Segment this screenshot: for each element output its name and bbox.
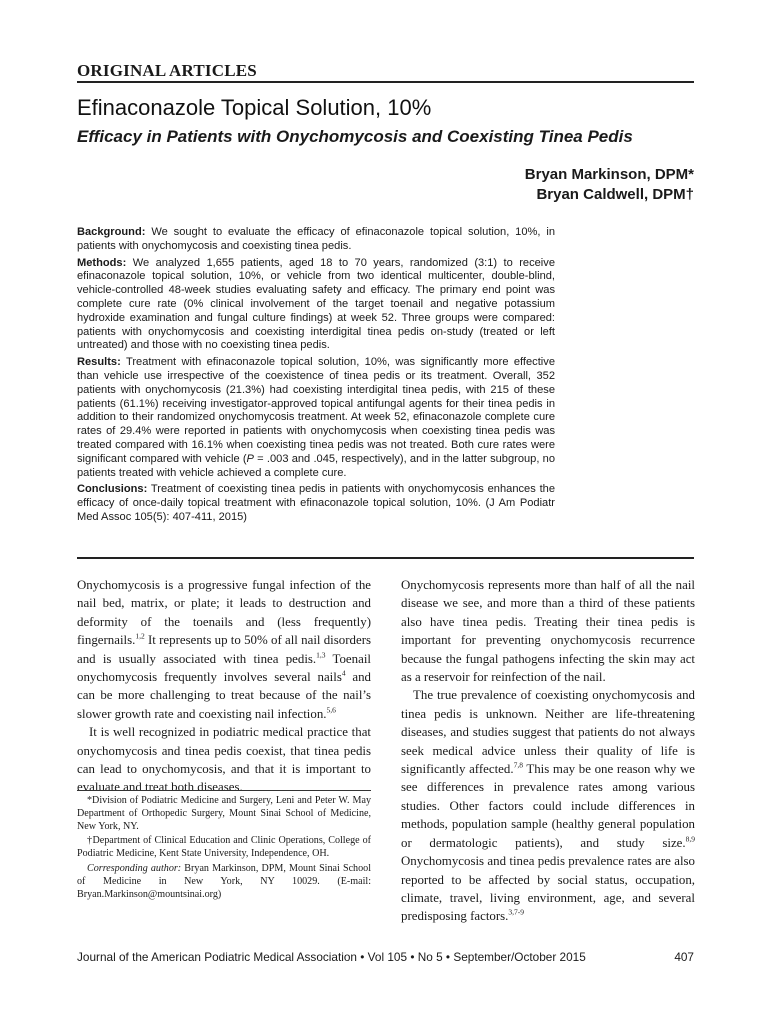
author-1: Bryan Markinson, DPM* (524, 166, 694, 183)
body-paragraph (77, 576, 371, 723)
section-label: ORIGINAL ARTICLES (77, 61, 257, 80)
footnote-corresponding (77, 863, 371, 901)
text-run: It represents up to 50% of all nail disorders and is usually associated with tinea pedis. (77, 633, 371, 666)
text-run: The true prevalence of coexisting onychomycosis and tinea pedis is unknown. Neither are life-threatening diseases, and studies suggest that patients do not always seek medical advice unless their quality of life is significantly affected. (401, 688, 695, 777)
methods-label: Methods: (77, 256, 127, 269)
text-run: Onychomycosis is a progressive fungal infection of the nail bed, matrix, or plate; it leads to destruction and deformity of the toenails and (less frequently) fingernails. (77, 578, 371, 648)
text-run: Toenail onychomycosis frequently involves several nails (77, 651, 371, 685)
body-paragraph: Onychomycosis represents more than half of all the nail disease we see, and more than a third of these patients also have tinea pedis. Treating their tinea pedis is important for preventing onychomycosis recurrence because the fungal pathogens infecting the skin may act as a reservoir for reinfection of the nail. (401, 578, 695, 685)
journal-citation: Journal of the American Podiatric Medical Association • Vol 105 • No 5 • September/October 2015 (77, 950, 586, 964)
footnote-rule (77, 790, 371, 791)
background-text: We sought to evaluate the efficacy of efinaconazole topical solution, 10%, in patients with onychomycosis and coexisting tinea pedis. (77, 226, 555, 252)
corresponding-label: Corresponding author: (87, 862, 182, 874)
citation: 7,8 (513, 760, 523, 770)
article-title: Efinaconazole Topical Solution, 10% (77, 95, 432, 120)
citation: 3,7-9 (508, 908, 525, 918)
background-label: Background: (77, 226, 146, 238)
conclusions-text: Treatment of coexisting tinea pedis in patients with onychomycosis enhances the efficacy of once-daily topical treatment with efinaconazole topical solution, 10%. (J Am Podiatr Med Assoc 105(5): 407-411, 2015) (77, 483, 555, 523)
abstract (77, 226, 555, 528)
header-rule (77, 81, 694, 83)
methods-text: We analyzed 1,655 patients, aged 18 to 70 years, randomized (3:1) to receive efinaconazole topical solution, 10%, or vehicle from two identical multicenter, double-blind, vehicle-controlled 48-week studies evaluating safety and efficacy. The primary end point was complete cure rate (0% clinical involvement of the target toenail and negative potassium hydroxide examination and fungal culture findings) at week 52. Three groups were compared: patients with onychomycosis and coexisting interdigital tinea pedis on-study (treated or left untreated) and those with no coexisting tinea pedis. (77, 256, 555, 352)
results-p-symbol: P (246, 452, 254, 465)
abstract-background (77, 226, 555, 254)
footnote-affiliation-2: †Department of Clinical Education and Clinic Operations, College of Podiatric Medicine, Kent State University, Independence, OH. (77, 835, 371, 860)
article-subtitle: Efficacy in Patients with Onychomycosis and Coexisting Tinea Pedis (77, 127, 633, 146)
abstract-conclusions (77, 483, 555, 524)
abstract-methods (77, 257, 555, 354)
citation: 1,2 (135, 631, 145, 641)
page-footer (77, 950, 694, 964)
body-column-right (401, 576, 695, 926)
footnotes (77, 795, 371, 903)
text-run: This may be one reason why we see differences in prevalence rates among various studies. Other factors could include differences in methods, population sample (healthy general population or dermatologic patients), and study size. (401, 762, 695, 850)
text-run: and can be more challenging to treat because of the nail’s slower growth rate and coexisting nail infection. (77, 670, 371, 721)
corresponding-text: Bryan Markinson, DPM, Mount Sinai School of Medicine in New York, NY 10029. (E-mail: Bryan.Markinson@mountsinai.org) (77, 862, 371, 900)
page-number: 407 (674, 950, 694, 964)
results-label: Results: (77, 356, 121, 369)
author-2: Bryan Caldwell, DPM† (536, 186, 694, 203)
citation: 4 (341, 668, 346, 678)
results-text-2: = .003 and .045, respectively), and in the latter subgroup, no patients treated with vehicle achieved a complete cure. (77, 452, 555, 479)
abstract-rule (77, 557, 694, 559)
author-list (525, 165, 694, 205)
results-text-1: Treatment with efinaconazole topical solution, 10%, was significantly more effective than vehicle use irrespective of the coexistence of tinea pedis or its treatment. Overall, 352 patients with onychomycosis (21.3%) had coexisting interdigital tinea pedis, with 215 of these patients (61.1%) receiving investigator-approved topical antifungal agents for their tinea pedis in addition to their randomized onychomycosis treatment. At week 52, efinaconazole complete cure rates of 29.4% were reported in patients with onychomycosis when coexisting tinea pedis was treated compared with 16.1% when coexisting tinea pedis was not treated. Both cure rates were significant compared with vehicle ( (77, 356, 555, 465)
citation: 5,6 (326, 705, 336, 715)
footnote-affiliation-1: *Division of Podiatric Medicine and Surgery, Leni and Peter W. May Department of Orthopedic Surgery, Mount Sinai School of Medicine, New York, NY. (77, 795, 371, 832)
citation: 1,3 (316, 650, 326, 660)
body-column-left (77, 576, 371, 797)
body-paragraph (401, 686, 695, 925)
abstract-results (77, 356, 555, 480)
conclusions-label: Conclusions: (77, 483, 148, 496)
citation: 8,9 (685, 834, 695, 844)
text-run: Onychomycosis and tinea pedis prevalence rates are also reported to be affected by social status, occupation, climate, travel, living environment, age, and several predisposing factors. (401, 854, 695, 924)
body-paragraph: It is well recognized in podiatric medical practice that onychomycosis and tinea pedis coexist, that tinea pedis can lead to onychomycosis, and that it is important to evaluate and treat both diseases. (77, 725, 371, 795)
